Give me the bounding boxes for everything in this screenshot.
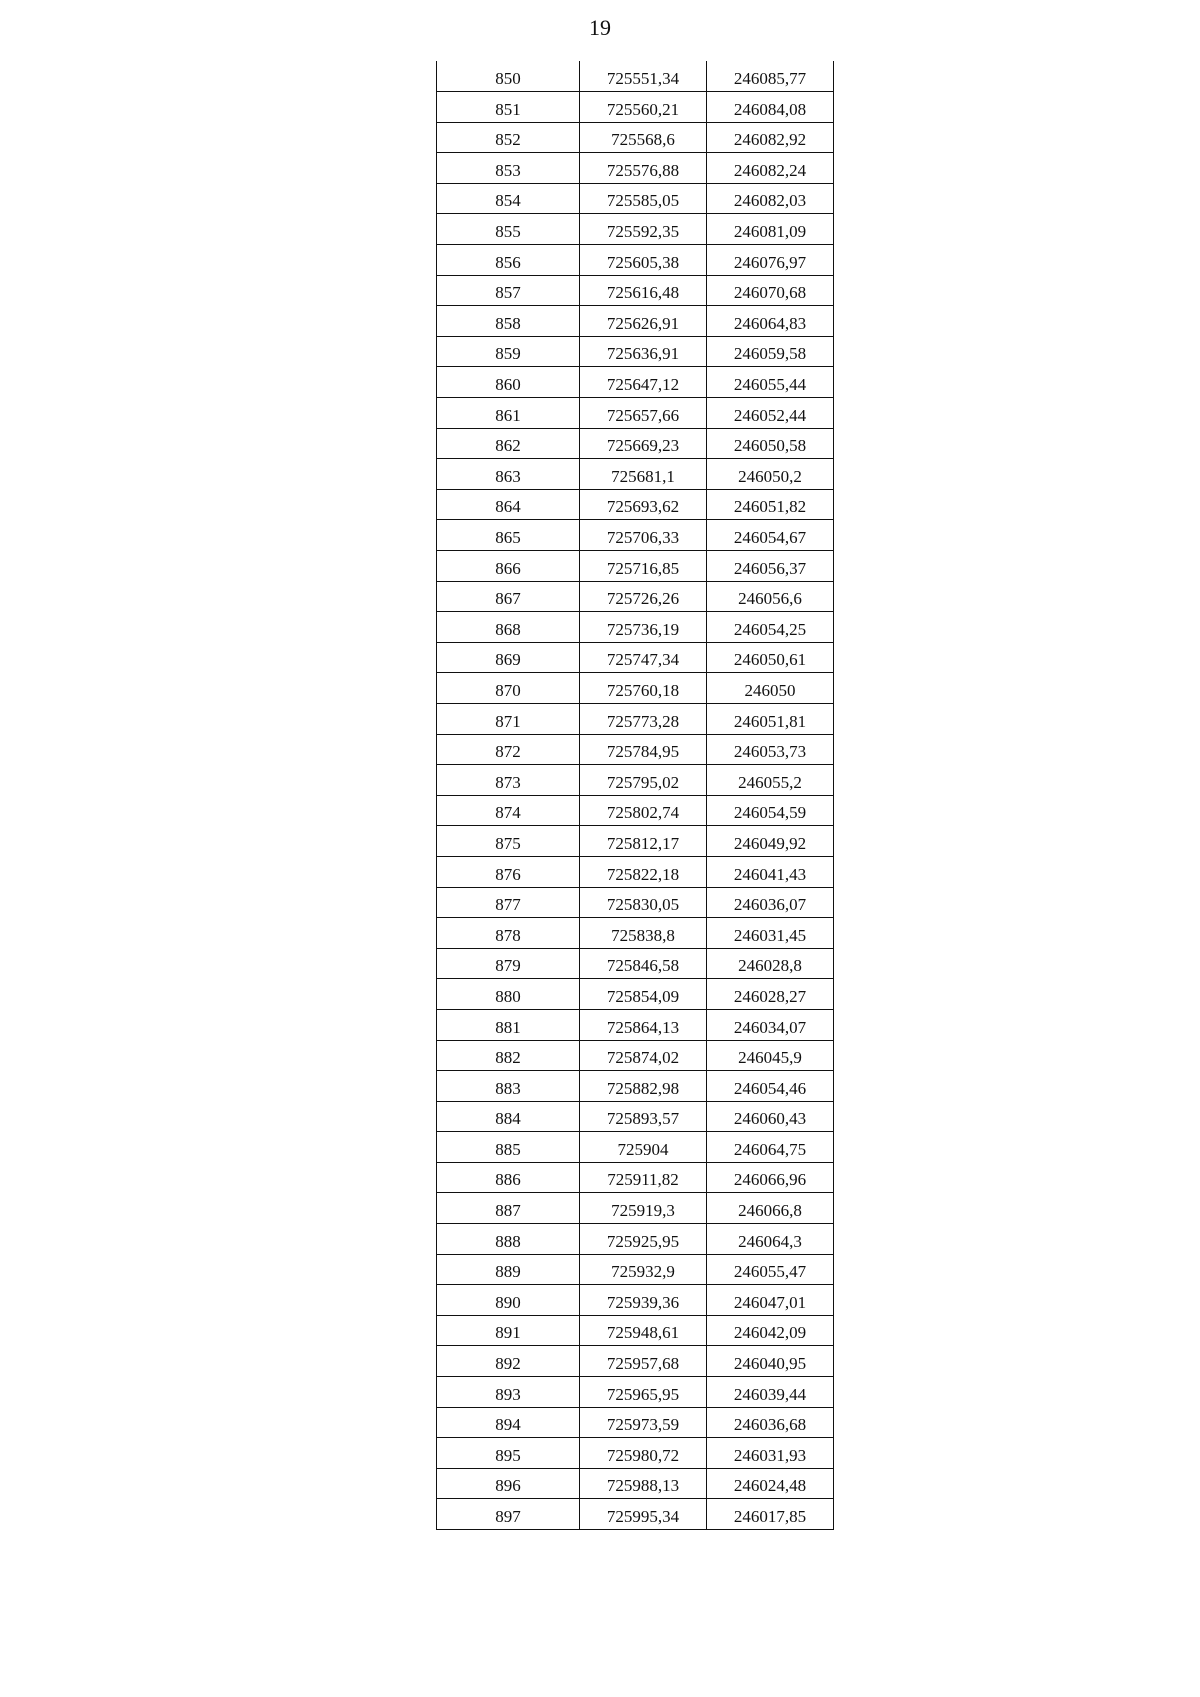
table-row bbox=[437, 398, 834, 429]
point-number-cell: 880 bbox=[437, 979, 580, 1010]
x-coordinate-cell: 725568,6 bbox=[580, 122, 707, 153]
y-coordinate-cell: 246050,2 bbox=[707, 459, 834, 490]
table-row bbox=[437, 428, 834, 459]
table-row bbox=[437, 826, 834, 857]
y-coordinate-cell: 246054,46 bbox=[707, 1071, 834, 1102]
point-number-cell: 863 bbox=[437, 459, 580, 490]
x-coordinate-cell: 725726,26 bbox=[580, 581, 707, 612]
point-number-cell: 868 bbox=[437, 612, 580, 643]
y-coordinate-cell: 246070,68 bbox=[707, 275, 834, 306]
y-coordinate-cell: 246064,3 bbox=[707, 1224, 834, 1255]
x-coordinate-cell: 725864,13 bbox=[580, 1009, 707, 1040]
y-coordinate-cell: 246031,93 bbox=[707, 1438, 834, 1469]
y-coordinate-cell: 246031,45 bbox=[707, 918, 834, 949]
table-row bbox=[437, 673, 834, 704]
x-coordinate-cell: 725795,02 bbox=[580, 765, 707, 796]
x-coordinate-cell: 725995,34 bbox=[580, 1499, 707, 1530]
x-coordinate-cell: 725932,9 bbox=[580, 1254, 707, 1285]
table-row bbox=[437, 520, 834, 551]
y-coordinate-cell: 246050 bbox=[707, 673, 834, 704]
y-coordinate-cell: 246054,59 bbox=[707, 795, 834, 826]
y-coordinate-cell: 246028,27 bbox=[707, 979, 834, 1010]
point-number-cell: 892 bbox=[437, 1346, 580, 1377]
point-number-cell: 857 bbox=[437, 275, 580, 306]
y-coordinate-cell: 246042,09 bbox=[707, 1315, 834, 1346]
x-coordinate-cell: 725585,05 bbox=[580, 183, 707, 214]
table-row bbox=[437, 612, 834, 643]
point-number-cell: 872 bbox=[437, 734, 580, 765]
y-coordinate-cell: 246054,67 bbox=[707, 520, 834, 551]
table-row bbox=[437, 1407, 834, 1438]
y-coordinate-cell: 246047,01 bbox=[707, 1285, 834, 1316]
point-number-cell: 883 bbox=[437, 1071, 580, 1102]
y-coordinate-cell: 246060,43 bbox=[707, 1101, 834, 1132]
table-row bbox=[437, 183, 834, 214]
table-row bbox=[437, 1193, 834, 1224]
table-row bbox=[437, 1040, 834, 1071]
point-number-cell: 855 bbox=[437, 214, 580, 245]
point-number-cell: 853 bbox=[437, 153, 580, 184]
table-row bbox=[437, 795, 834, 826]
x-coordinate-cell: 725904 bbox=[580, 1132, 707, 1163]
table-row bbox=[437, 856, 834, 887]
point-number-cell: 862 bbox=[437, 428, 580, 459]
y-coordinate-cell: 246051,81 bbox=[707, 703, 834, 734]
table-row bbox=[437, 1315, 834, 1346]
y-coordinate-cell: 246084,08 bbox=[707, 92, 834, 123]
x-coordinate-cell: 725874,02 bbox=[580, 1040, 707, 1071]
point-number-cell: 877 bbox=[437, 887, 580, 918]
y-coordinate-cell: 246017,85 bbox=[707, 1499, 834, 1530]
x-coordinate-cell: 725760,18 bbox=[580, 673, 707, 704]
y-coordinate-cell: 246050,61 bbox=[707, 642, 834, 673]
coordinates-table-body bbox=[437, 61, 834, 1530]
y-coordinate-cell: 246064,83 bbox=[707, 306, 834, 337]
point-number-cell: 878 bbox=[437, 918, 580, 949]
x-coordinate-cell: 725693,62 bbox=[580, 489, 707, 520]
x-coordinate-cell: 725657,66 bbox=[580, 398, 707, 429]
x-coordinate-cell: 725560,21 bbox=[580, 92, 707, 123]
table-row bbox=[437, 1254, 834, 1285]
y-coordinate-cell: 246066,96 bbox=[707, 1162, 834, 1193]
x-coordinate-cell: 725980,72 bbox=[580, 1438, 707, 1469]
x-coordinate-cell: 725636,91 bbox=[580, 336, 707, 367]
y-coordinate-cell: 246039,44 bbox=[707, 1377, 834, 1408]
point-number-cell: 854 bbox=[437, 183, 580, 214]
x-coordinate-cell: 725939,36 bbox=[580, 1285, 707, 1316]
point-number-cell: 886 bbox=[437, 1162, 580, 1193]
point-number-cell: 893 bbox=[437, 1377, 580, 1408]
x-coordinate-cell: 725925,95 bbox=[580, 1224, 707, 1255]
x-coordinate-cell: 725736,19 bbox=[580, 612, 707, 643]
point-number-cell: 885 bbox=[437, 1132, 580, 1163]
x-coordinate-cell: 725846,58 bbox=[580, 948, 707, 979]
y-coordinate-cell: 246036,68 bbox=[707, 1407, 834, 1438]
point-number-cell: 875 bbox=[437, 826, 580, 857]
point-number-cell: 858 bbox=[437, 306, 580, 337]
point-number-cell: 871 bbox=[437, 703, 580, 734]
y-coordinate-cell: 246056,6 bbox=[707, 581, 834, 612]
x-coordinate-cell: 725854,09 bbox=[580, 979, 707, 1010]
page-number: 19 bbox=[589, 15, 611, 40]
y-coordinate-cell: 246055,44 bbox=[707, 367, 834, 398]
point-number-cell: 867 bbox=[437, 581, 580, 612]
table-row bbox=[437, 734, 834, 765]
x-coordinate-cell: 725747,34 bbox=[580, 642, 707, 673]
table-row bbox=[437, 367, 834, 398]
table-row bbox=[437, 918, 834, 949]
point-number-cell: 865 bbox=[437, 520, 580, 551]
x-coordinate-cell: 725626,91 bbox=[580, 306, 707, 337]
point-number-cell: 881 bbox=[437, 1009, 580, 1040]
x-coordinate-cell: 725919,3 bbox=[580, 1193, 707, 1224]
point-number-cell: 861 bbox=[437, 398, 580, 429]
y-coordinate-cell: 246081,09 bbox=[707, 214, 834, 245]
x-coordinate-cell: 725681,1 bbox=[580, 459, 707, 490]
table-row bbox=[437, 153, 834, 184]
x-coordinate-cell: 725973,59 bbox=[580, 1407, 707, 1438]
table-row bbox=[437, 1285, 834, 1316]
point-number-cell: 884 bbox=[437, 1101, 580, 1132]
table-row bbox=[437, 489, 834, 520]
x-coordinate-cell: 725965,95 bbox=[580, 1377, 707, 1408]
point-number-cell: 852 bbox=[437, 122, 580, 153]
x-coordinate-cell: 725551,34 bbox=[580, 61, 707, 92]
point-number-cell: 890 bbox=[437, 1285, 580, 1316]
point-number-cell: 864 bbox=[437, 489, 580, 520]
y-coordinate-cell: 246049,92 bbox=[707, 826, 834, 857]
y-coordinate-cell: 246045,9 bbox=[707, 1040, 834, 1071]
table-row bbox=[437, 306, 834, 337]
table-row bbox=[437, 887, 834, 918]
y-coordinate-cell: 246054,25 bbox=[707, 612, 834, 643]
table-row bbox=[437, 551, 834, 582]
table-row bbox=[437, 122, 834, 153]
table-row bbox=[437, 642, 834, 673]
coordinates-table bbox=[436, 61, 834, 1530]
x-coordinate-cell: 725948,61 bbox=[580, 1315, 707, 1346]
x-coordinate-cell: 725647,12 bbox=[580, 367, 707, 398]
y-coordinate-cell: 246052,44 bbox=[707, 398, 834, 429]
point-number-cell: 866 bbox=[437, 551, 580, 582]
x-coordinate-cell: 725988,13 bbox=[580, 1468, 707, 1499]
x-coordinate-cell: 725773,28 bbox=[580, 703, 707, 734]
x-coordinate-cell: 725893,57 bbox=[580, 1101, 707, 1132]
table-row bbox=[437, 1162, 834, 1193]
table-row bbox=[437, 1438, 834, 1469]
x-coordinate-cell: 725911,82 bbox=[580, 1162, 707, 1193]
table-row bbox=[437, 1132, 834, 1163]
y-coordinate-cell: 246066,8 bbox=[707, 1193, 834, 1224]
point-number-cell: 874 bbox=[437, 795, 580, 826]
y-coordinate-cell: 246028,8 bbox=[707, 948, 834, 979]
point-number-cell: 894 bbox=[437, 1407, 580, 1438]
y-coordinate-cell: 246085,77 bbox=[707, 61, 834, 92]
table-row bbox=[437, 92, 834, 123]
x-coordinate-cell: 725882,98 bbox=[580, 1071, 707, 1102]
table-row bbox=[437, 765, 834, 796]
point-number-cell: 859 bbox=[437, 336, 580, 367]
x-coordinate-cell: 725957,68 bbox=[580, 1346, 707, 1377]
table-row bbox=[437, 1377, 834, 1408]
y-coordinate-cell: 246056,37 bbox=[707, 551, 834, 582]
table-row bbox=[437, 1468, 834, 1499]
y-coordinate-cell: 246082,03 bbox=[707, 183, 834, 214]
point-number-cell: 873 bbox=[437, 765, 580, 796]
y-coordinate-cell: 246041,43 bbox=[707, 856, 834, 887]
point-number-cell: 851 bbox=[437, 92, 580, 123]
table-row bbox=[437, 948, 834, 979]
point-number-cell: 896 bbox=[437, 1468, 580, 1499]
x-coordinate-cell: 725802,74 bbox=[580, 795, 707, 826]
x-coordinate-cell: 725830,05 bbox=[580, 887, 707, 918]
table-row bbox=[437, 1224, 834, 1255]
table-row bbox=[437, 979, 834, 1010]
x-coordinate-cell: 725605,38 bbox=[580, 245, 707, 276]
table-row bbox=[437, 1071, 834, 1102]
point-number-cell: 870 bbox=[437, 673, 580, 704]
x-coordinate-cell: 725838,8 bbox=[580, 918, 707, 949]
table-row bbox=[437, 61, 834, 92]
y-coordinate-cell: 246050,58 bbox=[707, 428, 834, 459]
point-number-cell: 850 bbox=[437, 61, 580, 92]
point-number-cell: 882 bbox=[437, 1040, 580, 1071]
y-coordinate-cell: 246064,75 bbox=[707, 1132, 834, 1163]
y-coordinate-cell: 246024,48 bbox=[707, 1468, 834, 1499]
x-coordinate-cell: 725616,48 bbox=[580, 275, 707, 306]
table-row bbox=[437, 1346, 834, 1377]
table-row bbox=[437, 214, 834, 245]
table-row bbox=[437, 245, 834, 276]
y-coordinate-cell: 246034,07 bbox=[707, 1009, 834, 1040]
x-coordinate-cell: 725812,17 bbox=[580, 826, 707, 857]
y-coordinate-cell: 246055,2 bbox=[707, 765, 834, 796]
table-row bbox=[437, 1101, 834, 1132]
point-number-cell: 895 bbox=[437, 1438, 580, 1469]
y-coordinate-cell: 246040,95 bbox=[707, 1346, 834, 1377]
point-number-cell: 876 bbox=[437, 856, 580, 887]
x-coordinate-cell: 725576,88 bbox=[580, 153, 707, 184]
table-row bbox=[437, 459, 834, 490]
x-coordinate-cell: 725822,18 bbox=[580, 856, 707, 887]
point-number-cell: 879 bbox=[437, 948, 580, 979]
x-coordinate-cell: 725592,35 bbox=[580, 214, 707, 245]
point-number-cell: 891 bbox=[437, 1315, 580, 1346]
point-number-cell: 869 bbox=[437, 642, 580, 673]
point-number-cell: 897 bbox=[437, 1499, 580, 1530]
table-row bbox=[437, 703, 834, 734]
table-row bbox=[437, 1009, 834, 1040]
y-coordinate-cell: 246053,73 bbox=[707, 734, 834, 765]
table-row bbox=[437, 581, 834, 612]
x-coordinate-cell: 725784,95 bbox=[580, 734, 707, 765]
y-coordinate-cell: 246082,92 bbox=[707, 122, 834, 153]
point-number-cell: 889 bbox=[437, 1254, 580, 1285]
y-coordinate-cell: 246051,82 bbox=[707, 489, 834, 520]
x-coordinate-cell: 725706,33 bbox=[580, 520, 707, 551]
x-coordinate-cell: 725716,85 bbox=[580, 551, 707, 582]
x-coordinate-cell: 725669,23 bbox=[580, 428, 707, 459]
table-row bbox=[437, 275, 834, 306]
y-coordinate-cell: 246055,47 bbox=[707, 1254, 834, 1285]
y-coordinate-cell: 246036,07 bbox=[707, 887, 834, 918]
point-number-cell: 860 bbox=[437, 367, 580, 398]
table-row bbox=[437, 1499, 834, 1530]
y-coordinate-cell: 246082,24 bbox=[707, 153, 834, 184]
point-number-cell: 856 bbox=[437, 245, 580, 276]
table-row bbox=[437, 336, 834, 367]
y-coordinate-cell: 246076,97 bbox=[707, 245, 834, 276]
point-number-cell: 887 bbox=[437, 1193, 580, 1224]
y-coordinate-cell: 246059,58 bbox=[707, 336, 834, 367]
point-number-cell: 888 bbox=[437, 1224, 580, 1255]
